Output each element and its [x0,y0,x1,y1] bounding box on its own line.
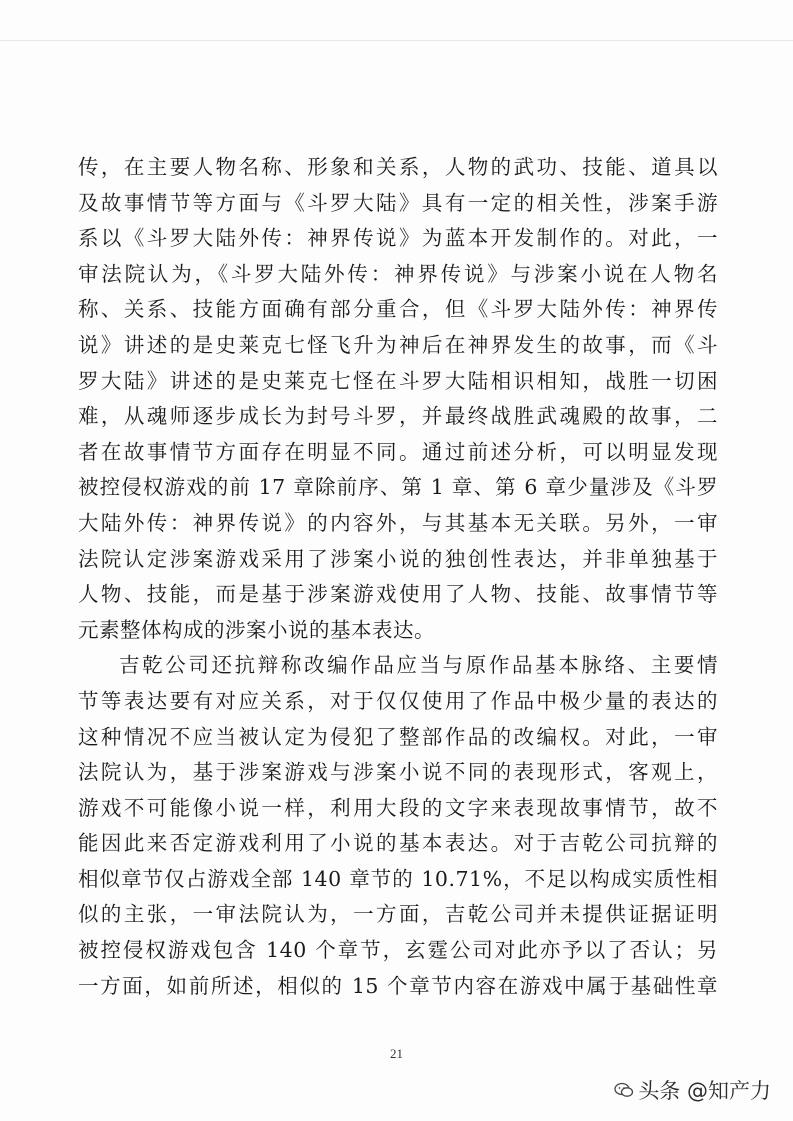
text-line: 法院认定涉案游戏采用了涉案小说的独创性表达，并非单独基于 [78,546,718,571]
text-line: 能因此来否定游戏利用了小说的基本表达。对于吉乾公司抗辩的 [78,831,718,856]
text-line: 法院认为，基于涉案游戏与涉案小说不同的表现形式，客观上， [78,760,718,785]
text-line: 系以《斗罗大陆外传：神界传说》为蓝本开发制作的。对此，一 [78,226,718,251]
text-line: 相似章节仅占游戏全部 140 章节的 10.71%，不足以构成实质性相 [78,866,718,891]
text-line: 者在故事情节方面存在明显不同。通过前述分析，可以明显发现 [78,439,718,464]
text-line: 说》讲述的是史莱克七怪飞升为神后在神界发生的故事，而《斗 [78,332,718,357]
text-line: 人物、技能，而是基于涉案游戏使用了人物、技能、故事情节等 [78,582,718,607]
text-line: 似的主张，一审法院认为，一方面，吉乾公司并未提供证据证明 [78,902,718,927]
text-line: 审法院认为，《斗罗大陆外传：神界传说》与涉案小说在人物名 [78,261,718,286]
text-line: 游戏不可能像小说一样，利用大段的文字来表现故事情节，故不 [78,795,718,820]
text-line: 元素整体构成的涉案小说的基本表达。 [78,617,435,642]
text-line: 被控侵权游戏包含 140 个章节，玄霆公司对此亦予以了否认；另 [78,938,718,963]
text-line: 称、关系、技能方面确有部分重合，但《斗罗大陆外传：神界传 [78,297,718,322]
scan-edge-divider [0,40,793,41]
page-number: 21 [390,1046,403,1061]
text-line: 被控侵权游戏的前 17 章除前序、第 1 章、第 6 章少量涉及《斗罗 [78,475,718,500]
text-line: 这种情况不应当被认定为侵犯了整部作品的改编权。对此，一审 [78,724,718,749]
text-line: 难，从魂师逐步成长为封号斗罗，并最终战胜武魂殿的故事，二 [78,404,718,429]
text-line: 传，在主要人物名称、形象和关系，人物的武功、技能、道具以 [78,155,718,179]
document-body [78,150,718,1004]
watermark-text: 头条 @知产力 [638,1079,771,1103]
text-line: 大陆外传：神界传说》的内容外，与其基本无关联。另外，一审 [78,510,718,535]
wechat-bubble-icon [614,1082,634,1098]
source-watermark [614,1076,771,1104]
text-line: 及故事情节等方面与《斗罗大陆》具有一定的相关性，涉案手游 [78,190,718,215]
text-line: 罗大陆》讲述的是史莱克七怪在斗罗大陆相识相知，战胜一切困 [78,368,718,393]
text-line: 节等表达要有对应关系，对于仅仅使用了作品中极少量的表达的 [78,688,718,713]
paragraph-first-line: 吉乾公司还抗辩称改编作品应当与原作品基本脉络、主要情 [119,653,718,678]
text-line: 一方面，如前所述，相似的 15 个章节内容在游戏中属于基础性章 [78,973,718,998]
